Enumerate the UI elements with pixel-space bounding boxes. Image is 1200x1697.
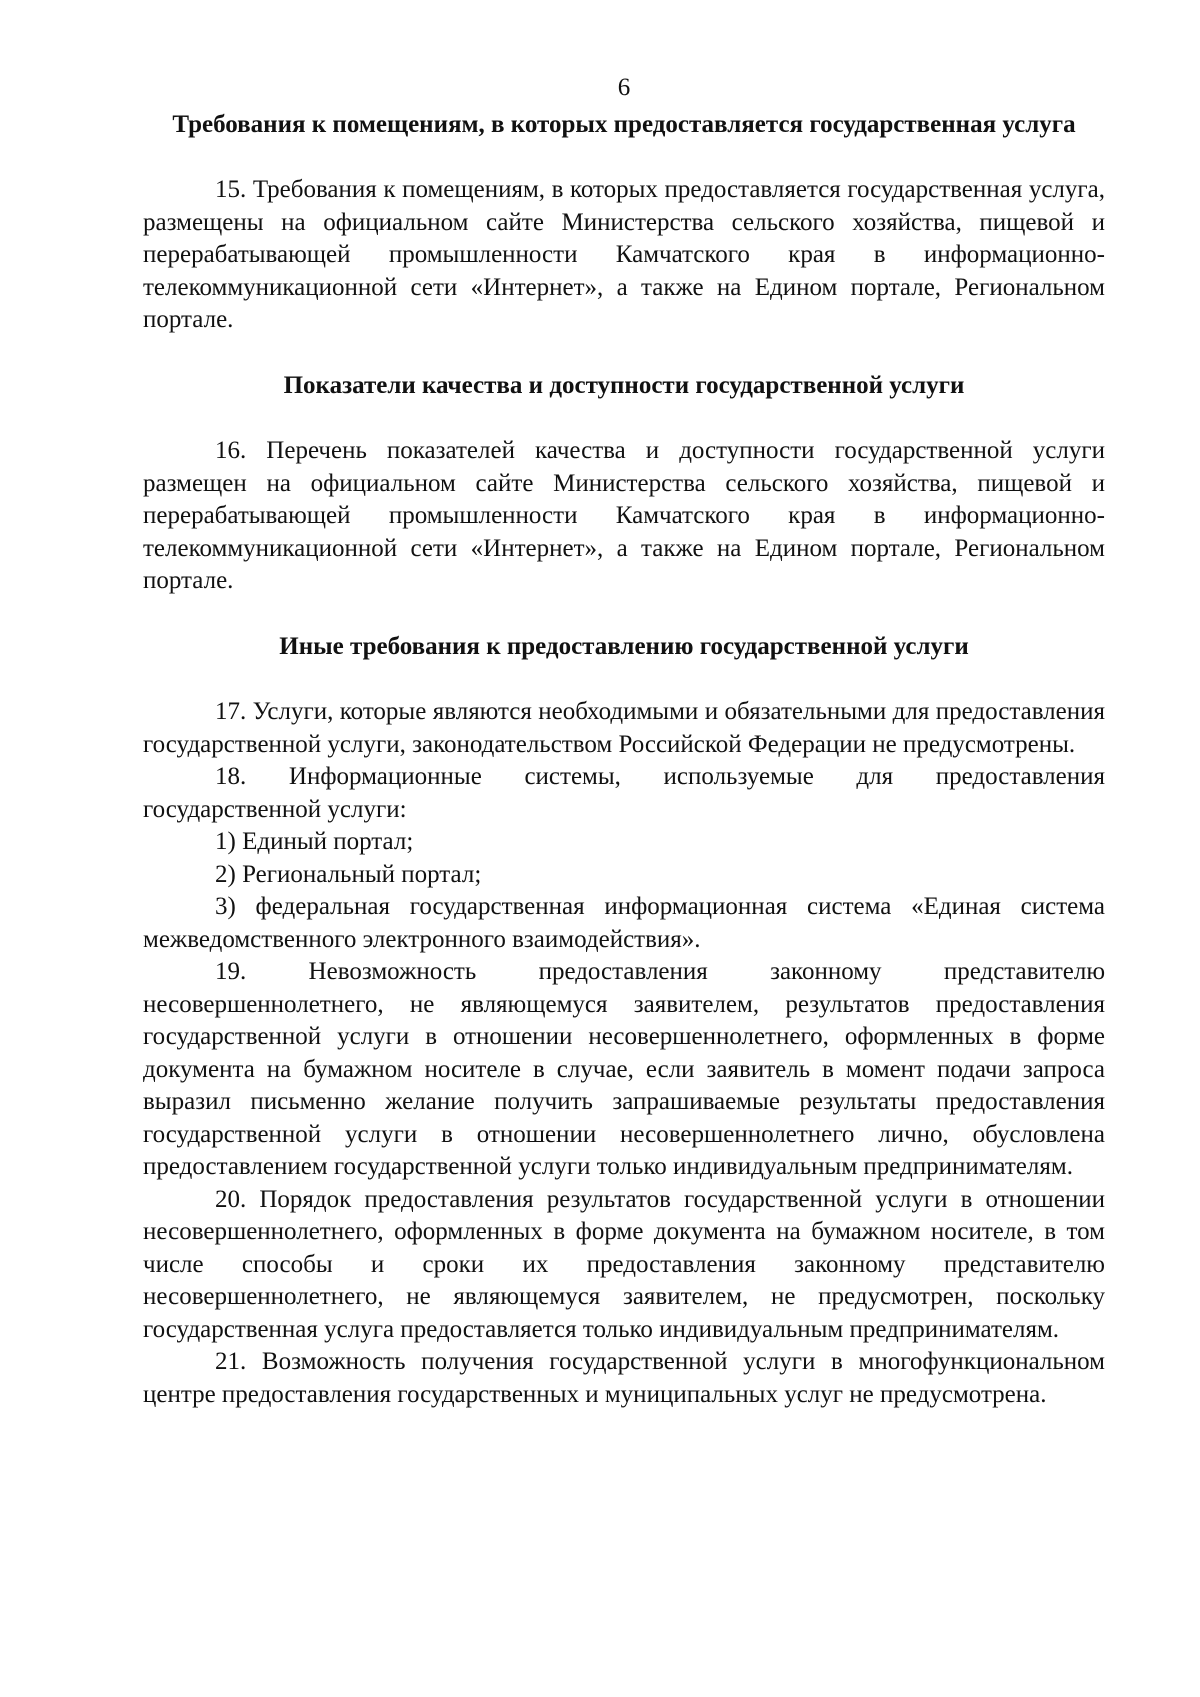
- spacer: [143, 142, 1105, 175]
- list-item-unified-portal: 1) Единый портал;: [215, 828, 414, 855]
- paragraph-15: 15. Требования к помещениям, в которых предоставляется государственная услуга, размещены на официальном сайте Министерства сельского хозяйства, пищевой и перерабатывающей промышленности Камчатского края в информационно-телекоммуникационной сети «Интернет», а также на Едином портале, Региональном портале.: [143, 176, 1105, 333]
- list-item-smev: 3) федеральная государственная информационная система «Единая система межведомственного электронного взаимодействия».: [143, 893, 1105, 953]
- list-item-regional-portal: 2) Региональный портал;: [215, 860, 482, 888]
- spacer: [143, 337, 1105, 370]
- information-systems-list: [143, 826, 1105, 956]
- spacer: [143, 663, 1105, 696]
- paragraph-18: 18. Информационные системы, используемые для предоставления государственной услуги:: [143, 763, 1105, 823]
- paragraph-20: 20. Порядок предоставления результатов государственной услуги в отношении несовершеннолетнего, оформленных в форме документа на бумажном носителе, в том числе способы и сроки их предоставления законному представителю несовершеннолетнего, не являющемуся заявителем, не предусмотрен, поскольку государственная услуга предоставляется только индивидуальным предпринимателям.: [143, 1185, 1105, 1343]
- page-number: 6: [617, 74, 631, 101]
- section-heading-quality: Показатели качества и доступности государственной услуги: [283, 371, 965, 399]
- paragraph-17: 17. Услуги, которые являются необходимыми и обязательными для предоставления государственной услуги, законодательством Российской Федерации не предусмотрены.: [143, 698, 1105, 758]
- paragraph-19: 19. Невозможность предоставления законному представителю несовершеннолетнего, не являющемуся заявителем, результатов предоставления государственной услуги в отношении несовершеннолетнего, оформленных в форме документа на бумажном носителе в случае, если заявитель в момент подачи запроса выразил письменно желание получить запрашиваемые результаты предоставления государственной услуги в отношении несовершеннолетнего лично, обусловлена предоставлением государственной услуги только индивидуальным предпринимателям.: [143, 958, 1105, 1180]
- spacer: [143, 402, 1105, 435]
- spacer: [143, 598, 1105, 631]
- section-heading-premises: Требования к помещениям, в которых предоставляется государственная услуга: [172, 111, 1076, 138]
- paragraph-21: 21. Возможность получения государственной услуги в многофункциональном центре предоставления государственных и муниципальных услуг не предусмотрена.: [143, 1348, 1105, 1408]
- section-heading-other-requirements: Иные требования к предоставлению государственной услуги: [279, 632, 969, 660]
- paragraph-16: 16. Перечень показателей качества и доступности государственной услуги размещен на официальном сайте Министерства сельского хозяйства, пищевой и перерабатывающей промышленности Камчатского края в информационно-телекоммуникационной сети «Интернет», а также на Едином портале, Региональном портале.: [143, 437, 1105, 594]
